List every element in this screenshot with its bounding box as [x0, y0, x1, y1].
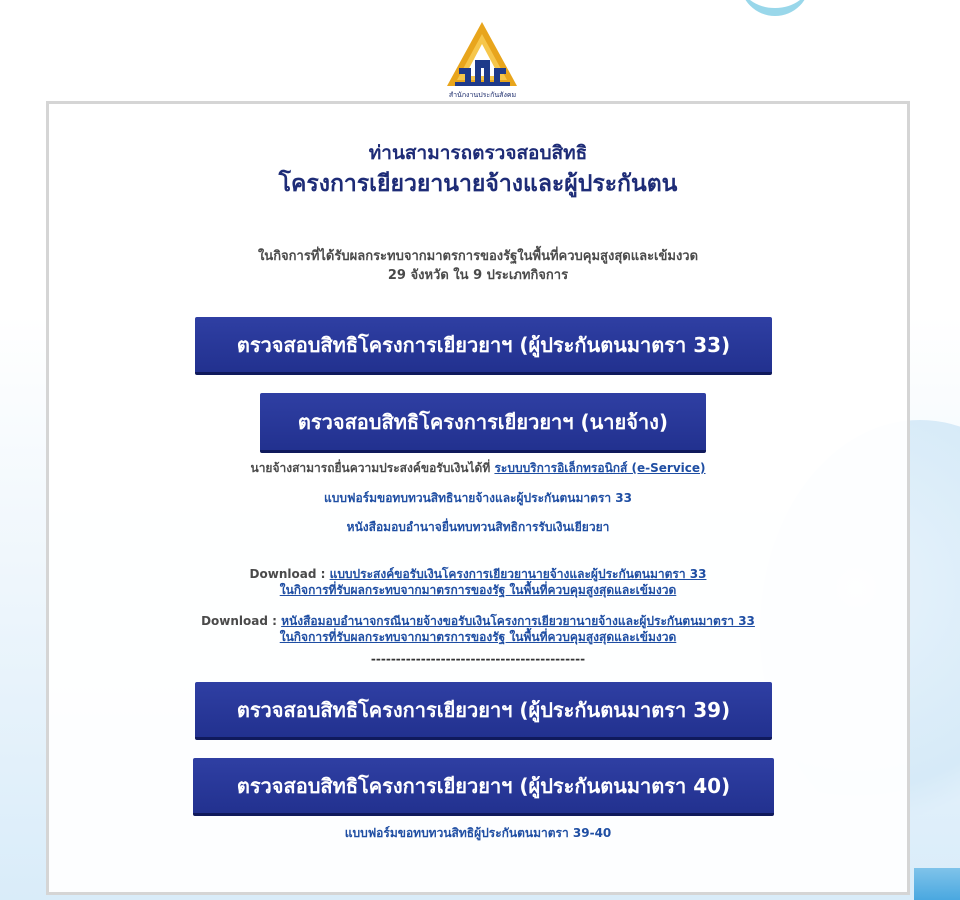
- download-2-link[interactable]: หนังสือมอบอำนาจกรณีนายจ้างขอรับเงินโครงการเยียวยานายจ้างและผู้ประกันตนมาตรา 33: [281, 614, 755, 628]
- section39-40-review-form-link[interactable]: แบบฟอร์มขอทบทวนสิทธิผู้ประกันตนมาตรา 39-40: [344, 826, 612, 840]
- sso-logo: [445, 20, 520, 98]
- content-card: [46, 101, 910, 895]
- poa-line: [49, 518, 907, 537]
- eservice-link[interactable]: ระบบบริการอิเล็กทรอนิกส์ (e-Service): [494, 461, 706, 475]
- download-1-prefix: Download :: [249, 567, 330, 581]
- subtitle-line-1: ในกิจการที่ได้รับผลกระทบจากมาตรการของรัฐในพื้นที่ควบคุมสูงสุดและเข้มงวด: [257, 249, 699, 264]
- download-2-line-2: [49, 628, 907, 647]
- heading-line-2: โครงการเยียวยานายจ้างและผู้ประกันตน: [278, 171, 678, 197]
- background-corner-accent: [914, 868, 960, 900]
- form-review-line: [49, 489, 907, 508]
- check-section40-button[interactable]: ตรวจสอบสิทธิโครงการเยียวยาฯ (ผู้ประกันตนมาตรา 40): [193, 758, 774, 816]
- sso-logo-icon: [445, 20, 520, 90]
- footer-form-line: [49, 824, 907, 843]
- heading-line-1: ท่านสามารถตรวจสอบสิทธิ: [368, 142, 588, 164]
- separator: -------------------------------------------: [370, 652, 586, 666]
- download-2-prefix: Download :: [201, 614, 282, 628]
- power-of-attorney-link[interactable]: หนังสือมอบอำนาจยื่นทบทวนสิทธิการรับเงินเยียวยา: [346, 520, 610, 534]
- employer-review-form-link[interactable]: แบบฟอร์มขอทบทวนสิทธินายจ้างและผู้ประกันตนมาตรา 33: [323, 491, 632, 505]
- check-section33-button[interactable]: ตรวจสอบสิทธิโครงการเยียวยาฯ (ผู้ประกันตนมาตรา 33): [195, 317, 772, 375]
- check-employer-button[interactable]: ตรวจสอบสิทธิโครงการเยียวยาฯ (นายจ้าง): [260, 393, 706, 453]
- subtitle-line-2: 29 จังหวัด ใน 9 ประเภทกิจการ: [387, 268, 569, 283]
- download-2-link-continued[interactable]: ในกิจการที่รับผลกระทบจากมาตรการของรัฐ ในพื้นที่ควบคุมสูงสุดและเข้มงวด: [279, 630, 677, 644]
- download-1-link-continued[interactable]: ในกิจการที่รับผลกระทบจากมาตรการของรัฐ ในพื้นที่ควบคุมสูงสุดและเข้มงวด: [279, 583, 677, 597]
- employer-eservice-text: นายจ้างสามารถยื่นความประสงค์ขอรับเงินได้ที่: [250, 461, 495, 475]
- logo-caption: สำนักงานประกันสังคม: [448, 91, 517, 99]
- download-1-line-2: [49, 581, 907, 600]
- check-section39-button[interactable]: ตรวจสอบสิทธิโครงการเยียวยาฯ (ผู้ประกันตนมาตรา 39): [195, 682, 772, 740]
- background-swoosh: [740, 0, 810, 16]
- employer-eservice-line: [49, 459, 907, 478]
- download-1-link[interactable]: แบบประสงค์ขอรับเงินโครงการเยียวยานายจ้างและผู้ประกันตนมาตรา 33: [329, 567, 707, 581]
